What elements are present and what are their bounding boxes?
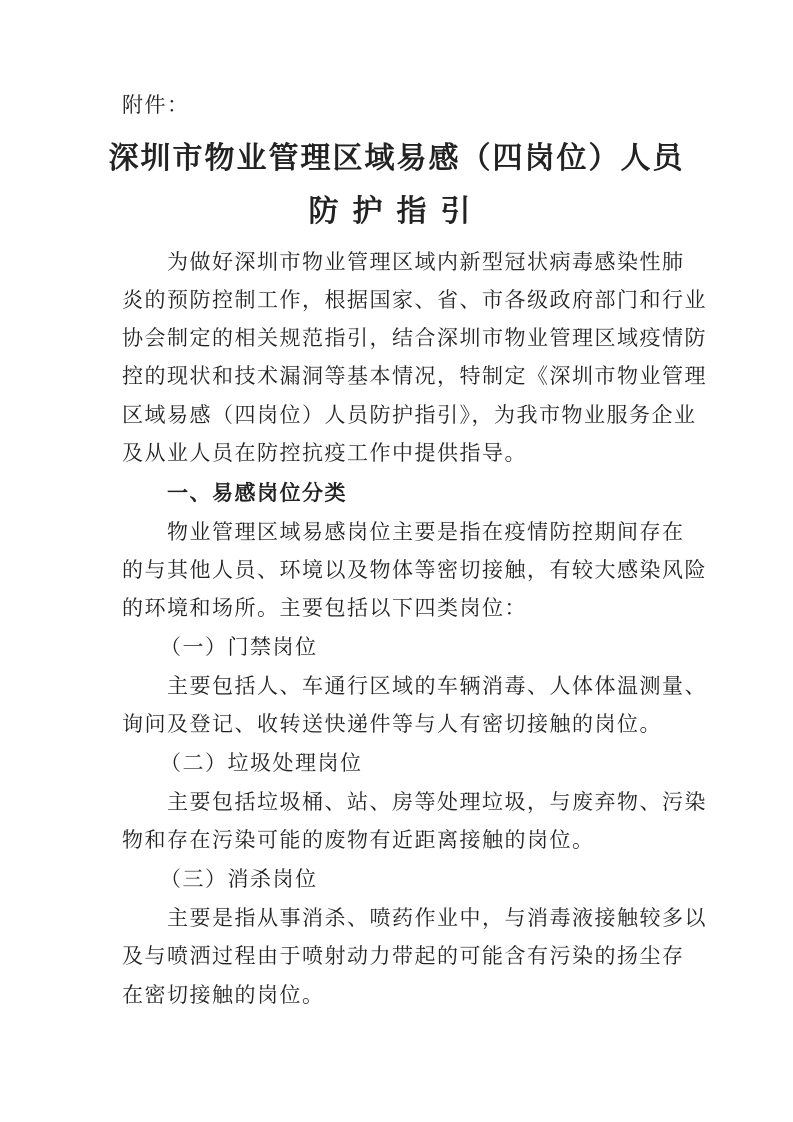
paragraph-line: 询问及登记、收转送快递件等与人有密切接触的岗位。 <box>122 712 662 736</box>
paragraph-line: 在密切接触的岗位。 <box>122 983 325 1007</box>
paragraph-line: 物业管理区域易感岗位主要是指在疫情防控期间存在 <box>167 520 685 544</box>
paragraph-line: 区域易感（四岗位）人员防护指引》，为我市物业服务企业 <box>122 403 697 427</box>
paragraph-line: 主要包括人、车通行区域的车辆消毒、人体体温测量、 <box>167 674 707 698</box>
section-heading: 一、易感岗位分类 <box>167 481 347 505</box>
paragraph-line: 炎的预防控制工作，根据国家、省、市各级政府部门和行业 <box>122 288 707 312</box>
paragraph-line: 控的现状和技术漏洞等基本情况，特制定《深圳市物业管理 <box>122 364 707 388</box>
paragraph-line: 及与喷洒过程由于喷射动力带起的可能含有污染的扬尘存 <box>122 944 685 968</box>
paragraph-line: 主要包括垃圾桶、站、房等处理垃圾，与废弃物、污染 <box>167 790 707 814</box>
document-title-line1: 深圳市物业管理区域易感（四岗位）人员 <box>108 141 685 176</box>
subsection-heading: （二）垃圾处理岗位 <box>160 751 363 775</box>
subsection-heading: （三）消杀岗位 <box>160 867 318 891</box>
paragraph-line: 协会制定的相关规范指引，结合深圳市物业管理区域疫情防 <box>122 326 707 350</box>
paragraph-line: 物和存在污染可能的废物有近距离接触的岗位。 <box>122 828 595 852</box>
paragraph-line: 及从业人员在防控抗疫工作中提供指导。 <box>122 441 527 465</box>
paragraph-line: 的与其他人员、环境以及物体等密切接触，有较大感染风险 <box>122 558 707 582</box>
paragraph-line: 为做好深圳市物业管理区域内新型冠状病毒感染性肺 <box>167 250 685 274</box>
attachment-label: 附件： <box>122 93 190 117</box>
paragraph-line: 的环境和场所。主要包括以下四类岗位： <box>122 596 527 620</box>
document-title-line2: 防护指引 <box>308 194 485 229</box>
paragraph-line: 主要是指从事消杀、喷药作业中，与消毒液接触较多以 <box>167 906 707 930</box>
subsection-heading: （一）门禁岗位 <box>160 635 318 659</box>
